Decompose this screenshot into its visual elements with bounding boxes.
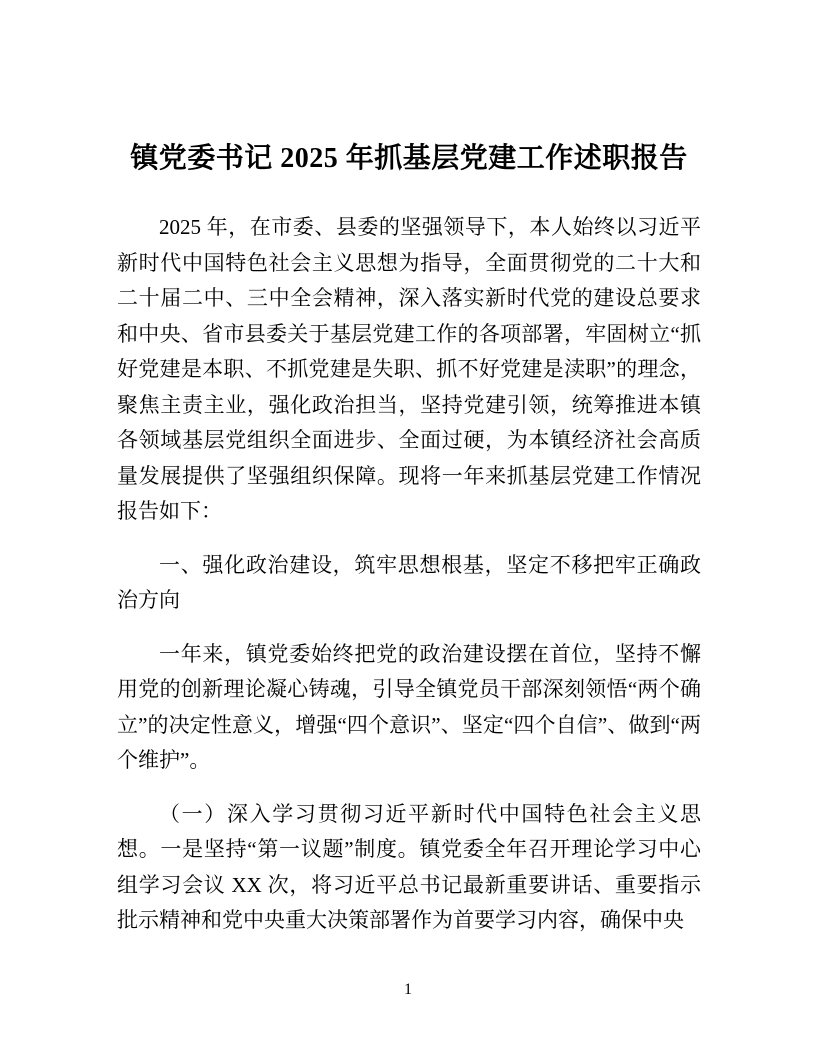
page-number: 1	[404, 981, 412, 998]
section-heading-1: 一、强化政治建设，筑牢思想根基，坚定不移把牢正确政治方向	[117, 552, 701, 612]
document-body	[117, 140, 701, 957]
paragraph-study-implementation: （一）深入学习贯彻习近平新时代中国特色社会主义思想。一是坚持“第一议题”制度。镇党委全年召开理论学习中心组学习会议 XX 次，将习近平总书记最新重要讲话、重要指示批示精神和党中央重大决策部署作为首要学习内容，确保中央	[117, 801, 701, 932]
document-title: 镇党委书记 2025 年抓基层党建工作述职报告	[130, 143, 688, 174]
paragraph-intro: 2025 年，在市委、县委的坚强领导下，本人始终以习近平新时代中国特色社会主义思想为指导，全面贯彻党的二十大和二十届二中、三中全会精神，深入落实新时代党的建设总要求和中央、省市县委关于基层党建工作的各项部署，牢固树立“抓好党建是本职、不抓党建是失职、抓不好党建是渎职”的理念，聚焦主责主业，强化政治担当，坚持党建引领，统筹推进本镇各领域基层党组织全面进步、全面过硬，为本镇经济社会高质量发展提供了坚强组织保障。现将一年来抓基层党建工作情况报告如下：	[117, 215, 701, 523]
paragraph-political-building: 一年来，镇党委始终把党的政治建设摆在首位，坚持不懈用党的创新理论凝心铸魂，引导全镇党员干部深刻领悟“两个确立”的决定性意义，增强“四个意识”、坚定“四个自信”、做到“两个维护”。	[117, 641, 701, 772]
